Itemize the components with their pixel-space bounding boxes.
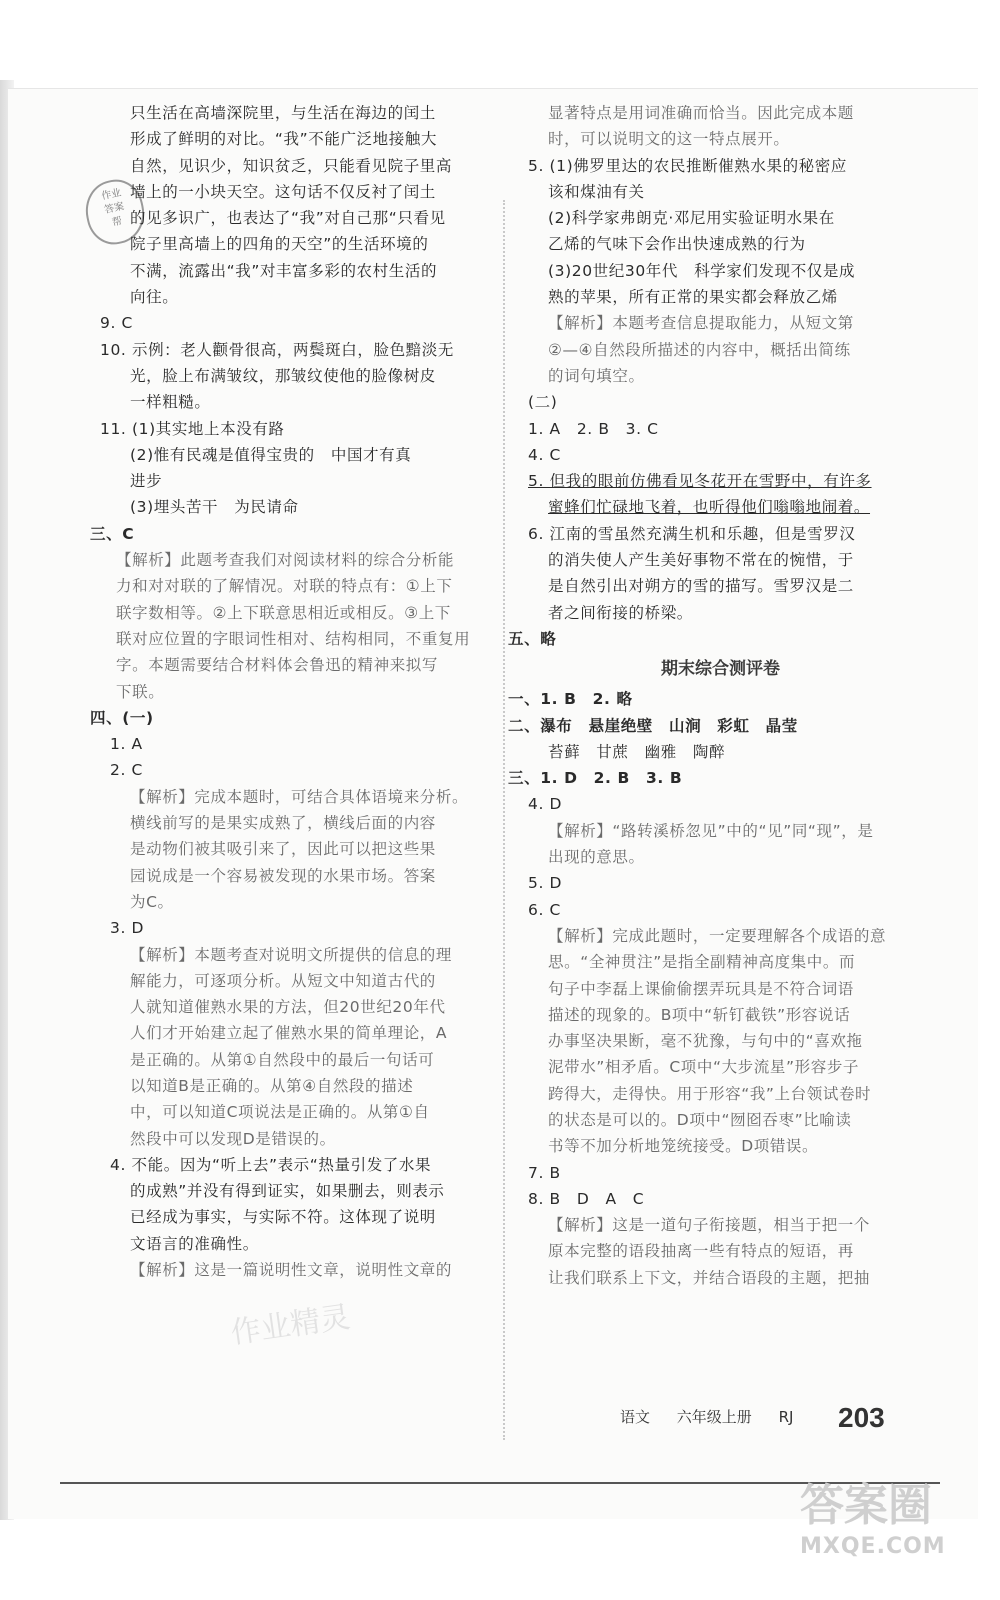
answer-line: 该和煤油有关	[548, 182, 645, 201]
answer-line: 2. C	[110, 761, 143, 780]
answer-line: 9. C	[100, 314, 133, 333]
page-footer	[620, 1406, 815, 1427]
answer-line: 墙上的一小块天空。这句话不仅反衬了闰土	[130, 182, 436, 201]
answer-line: 形成了鲜明的对比。“我”不能广泛地接触大	[130, 130, 438, 149]
analysis-line: 的状态是可以的。D项中“囫囵吞枣”比喻读	[548, 1110, 852, 1129]
footer-subject: 语文	[620, 1408, 651, 1426]
column-divider	[503, 200, 505, 1440]
analysis-line: 让我们联系上下文，并结合语段的主题，把抽	[548, 1268, 871, 1287]
answer-line: 院子里高墙上的四角的天空”的生活环境的	[130, 235, 429, 254]
answer-line: 文语言的准确性。	[130, 1234, 259, 1253]
analysis-line: 为C。	[130, 892, 174, 911]
answer-line: 一样粗糙。	[130, 393, 211, 412]
watermark-brand: 答案圈	[800, 1480, 932, 1531]
analysis-line: 然段中可以发现D是错误的。	[130, 1129, 336, 1148]
analysis-line: 显著特点是用词准确而恰当。因此完成本题	[548, 104, 854, 122]
answer-line: (2)科学家弗朗克·邓尼用实验证明水果在	[548, 209, 835, 228]
answer-line: 向往。	[130, 288, 179, 307]
answer-line: (3)埋头苦干 为民请命	[130, 498, 299, 517]
answer-line: 5. 但我的眼前仿佛看见冬花开在雪野中，有许多	[528, 472, 872, 491]
answer-line: (3)20世纪30年代 科学家们发现不仅是成	[548, 261, 856, 280]
answer-line: 二、瀑布 悬崖绝壁 山涧 彩虹 晶莹	[508, 716, 798, 735]
answer-line: 是自然引出对朔方的雪的描写。雪罗汉是二	[548, 577, 854, 596]
analysis-line: 时，可以说明文的这一特点展开。	[548, 130, 790, 149]
analysis-line: 联对应位置的字眼词性相对、结构相同，不重复用	[116, 629, 471, 648]
analysis-line: 解能力，可逐项分析。从短文中知道古代的	[130, 971, 436, 990]
analysis-line: 跨得大，走得快。用于形容“我”上台领试卷时	[548, 1084, 872, 1103]
faint-watermark: 作业精灵	[228, 1299, 353, 1352]
answer-line: 一、1. B 2. 略	[508, 690, 633, 709]
answer-line: 8. B D A C	[528, 1189, 645, 1208]
answer-line: 只生活在高墙深院里，与生活在海边的闰土	[130, 104, 436, 122]
analysis-line: 字。本题需要结合材料体会鲁迅的精神来拟写	[116, 656, 439, 675]
analysis-line: 力和对对联的了解情况。对联的特点有：①上下	[116, 577, 453, 596]
answer-line: 三、1. D 2. B 3. B	[508, 769, 683, 788]
answer-line: 4. C	[528, 445, 561, 464]
analysis-line: 下联。	[116, 682, 165, 701]
analysis-line: 办事坚决果断，毫不犹豫，与句中的“喜欢拖	[548, 1032, 863, 1051]
answer-line: 1. A	[110, 735, 143, 754]
answer-line: 乙烯的气味下会作出快速成熟的行为	[548, 235, 806, 254]
analysis-line: 横线前写的是果实成熟了，横线后面的内容	[130, 814, 436, 833]
answer-line: 10. 示例：老人颧骨很高，两鬓斑白，脸色黯淡无	[100, 340, 454, 359]
answer-line: 4. 不能。因为“听上去”表示“热量引发了水果	[110, 1155, 432, 1174]
analysis-line: 泥带水”相矛盾。C项中“大步流星”形容步子	[548, 1058, 860, 1077]
answer-line: 5. (1)佛罗里达的农民推断催熟水果的秘密应	[528, 156, 847, 175]
answer-line: 6. 江南的雪虽然充满生机和乐趣，但是雪罗汉	[528, 524, 856, 543]
analysis-line: 【解析】完成此题时，一定要理解各个成语的意	[548, 926, 887, 945]
analysis-line: 思。“全神贯注”是指全副精神高度集中。而	[548, 953, 856, 972]
analysis-line: 人们才开始建立起了催熟水果的简单理论，A	[130, 1024, 448, 1043]
answer-line: 苔藓 甘蔗 幽雅 陶醉	[548, 742, 726, 761]
analysis-line: 【解析】这是一道句子衔接题，相当于把一个	[548, 1216, 871, 1235]
section-heading: 期末综合测评卷	[661, 659, 780, 680]
answer-line: 6. C	[528, 900, 561, 919]
footer-grade: 六年级上册	[676, 1408, 752, 1426]
answer-line: 五、略	[508, 629, 557, 648]
answer-line: 四、(一)	[90, 708, 154, 727]
answer-line: 不满，流露出“我”对丰富多彩的农村生活的	[130, 261, 438, 280]
analysis-line: 是正确的。从第①自然段中的最后一句话可	[130, 1050, 435, 1069]
analysis-line: 中，可以知道C项说法是正确的。从第①自	[130, 1103, 430, 1122]
answer-line: 4. D	[528, 795, 563, 814]
analysis-line: 人就知道催熟水果的方法，但20世纪20年代	[130, 998, 446, 1017]
analysis-line: 【解析】此题考查我们对阅读材料的综合分析能	[116, 551, 455, 570]
answer-line: 的见多识广，也表达了“我”对自己那“只看见	[130, 209, 446, 228]
answer-line: 7. B	[528, 1163, 561, 1182]
answer-line: 的成熟”并没有得到证实，如果删去，则表示	[130, 1182, 445, 1201]
answer-line: 三、C	[90, 524, 135, 543]
analysis-line: 书等不加分析地笼统接受。D项错误。	[548, 1137, 819, 1156]
answer-line: 1. A 2. B 3. C	[528, 419, 659, 438]
analysis-line: 句子中李磊上课偷偷摆弄玩具是不符合词语	[548, 979, 854, 998]
analysis-line: 描述的现象的。B项中“斩钉截铁”形容说话	[548, 1005, 851, 1024]
analysis-line: 【解析】这是一篇说明性文章，说明性文章的	[130, 1261, 453, 1280]
analysis-line: 【解析】本题考查信息提取能力，从短文第	[548, 314, 854, 333]
right-column	[508, 100, 893, 1291]
answer-line: 进步	[130, 472, 163, 491]
analysis-line: 园说成是一个容易被发现的水果市场。答案	[130, 866, 436, 885]
watermark-url: MXQE.COM	[800, 1534, 946, 1559]
answer-line: 蜜蜂们忙碌地飞着，也听得他们嗡嗡地闹着。	[548, 498, 871, 517]
answer-line: 已经成为事实，与实际不符。这体现了说明	[130, 1208, 436, 1227]
analysis-line: 【解析】本题考查对说明文所提供的信息的理	[130, 945, 453, 964]
analysis-line: ②—④自然段所描述的内容中，概括出简练	[548, 340, 851, 359]
answer-line: 者之间衔接的桥梁。	[548, 603, 693, 622]
analysis-line: 【解析】完成本题时，可结合具体语境来分析。	[130, 787, 469, 806]
site-watermark	[800, 1480, 980, 1590]
answer-line: (二)	[528, 393, 558, 412]
analysis-line: 联字数相等。②上下联意思相近或相反。③上下	[116, 603, 451, 622]
answer-stamp: 作业 答案 帮	[80, 175, 150, 250]
answer-line: 自然，见识少，知识贫乏，只能看见院子里高	[130, 156, 453, 175]
analysis-line: 以知道B是正确的。从第④自然段的描述	[130, 1076, 414, 1095]
answer-line: 的消失使人产生美好事物不常在的惋惜，于	[548, 551, 854, 570]
analysis-line: 出现的意思。	[548, 848, 645, 867]
analysis-line: 的词句填空。	[548, 366, 645, 385]
page-number: 203	[838, 1402, 885, 1433]
analysis-line: 【解析】“路转溪桥忽见”中的“见”同“现”，是	[548, 821, 874, 840]
answer-line: 11. (1)其实地上本没有路	[100, 419, 285, 438]
answer-line: 光，脸上布满皱纹，那皱纹使他的脸像树皮	[130, 366, 436, 385]
answer-line: 熟的苹果，所有正常的果实都会释放乙烯	[548, 288, 838, 307]
answer-line: 5. D	[528, 874, 563, 893]
answer-line: 3. D	[110, 919, 145, 938]
footer-edition: RJ	[778, 1408, 794, 1426]
answer-line: (2)惟有民魂是值得宝贵的 中国才有真	[130, 445, 412, 464]
analysis-line: 是动物们被其吸引来了，因此可以把这些果	[130, 840, 436, 859]
analysis-line: 原本完整的语段抽离一些有特点的短语，再	[548, 1242, 854, 1261]
